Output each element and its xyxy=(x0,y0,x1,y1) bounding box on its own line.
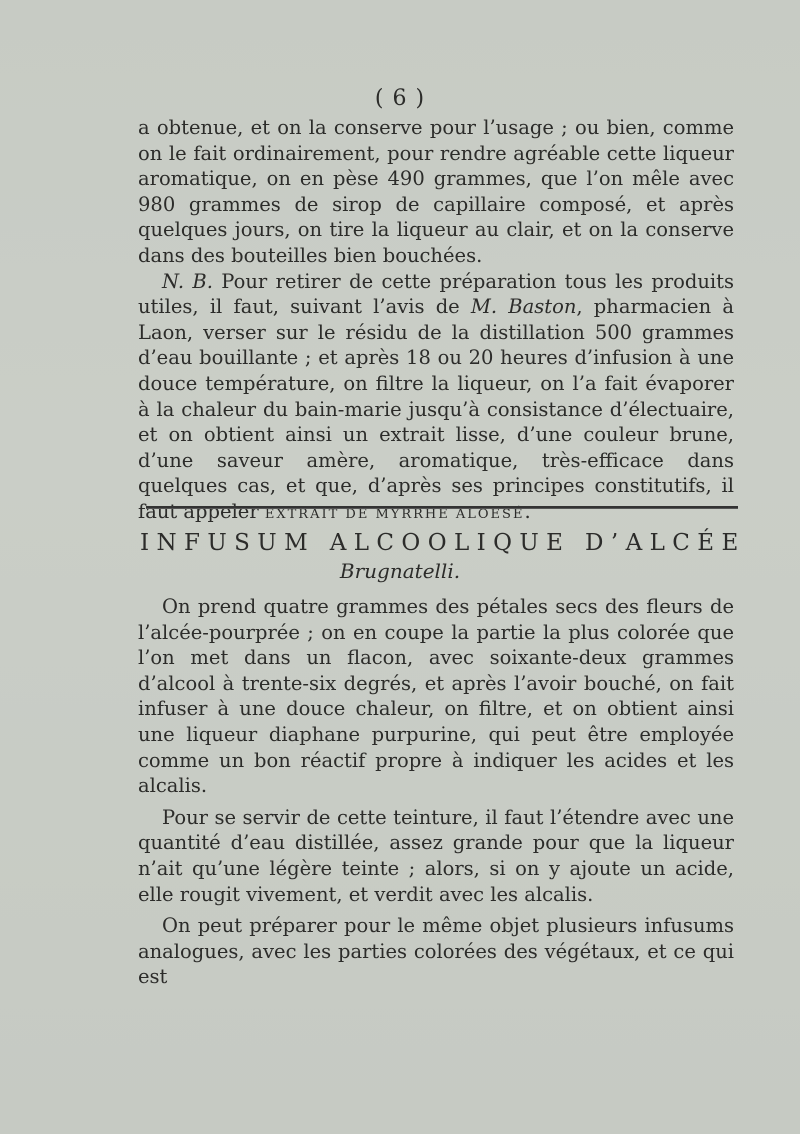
paragraph-conservation: a obtenue, et on la conserve pour l’usage ; ou bien, comme on le fait ordinairement, pour rendre agréable cette liqueur aromatique, on en pèse 490 grammes, que l’on mêle avec 980 grammes de sirop de capillaire composé, et après quelques jours, on tire la liqueur au clair, et on la conserve dans des bouteilles bien bouchées. xyxy=(138,116,734,267)
nota-bene-text-2: , pharmacien à Laon, verser sur le résidu de la distillation 500 grammes d’eau bouillante ; et après 18 ou 20 heures d’infusion à une douce température, on filtre la liqueur, on l’a fait évaporer à la chaleur du bain-marie jusqu’à consistance d’électuaire, et on obtient ainsi un extrait lisse, d’une couleur brune, d’une saveur amère, aromatique, très-efficace dans quelques cas, et que, d’après ses principes constitutifs, il faut appeler xyxy=(138,295,734,523)
paragraph-usage: Pour se servir de cette teinture, il faut l’étendre avec une quantité d’eau distillée, assez grande pour que la liqueur n’ait qu’une légère teinte ; alors, si on y ajoute un acide, elle rougit vivement, et verdit avec les alcalis. xyxy=(138,805,734,906)
section-author: Brugnatelli. xyxy=(339,559,461,583)
nota-bene-text-1: Pour retirer de cette préparation tous les produits utiles, il faut, suivant l’avis de xyxy=(138,269,734,319)
nota-bene-text-3: . xyxy=(524,499,531,523)
paragraph-preparation: On prend quatre grammes des pétales secs des fleurs de l’alcée-pourprée ; on en coupe la partie la plus colorée que l’on met dans un flacon, avec soixante-deux grammes d’alcool à trente-six degrés, et après l’avoir bouché, on fait infuser à une douce chaleur, on filtre, et on obtient ainsi une liqueur diaphane purpurine, qui peut être employée comme un bon réactif propre à indiquer les acides et les alcalis. xyxy=(138,595,734,798)
section-divider xyxy=(146,506,738,509)
paragraph-analogues: On peut préparer pour le même objet plusieurs infusums analogues, avec les parties colorées des végétaux, et ce qui est xyxy=(138,914,734,989)
page-number: ( 6 ) xyxy=(374,86,426,111)
section-title: INFUSUM ALCOOLIQUE D’ALCÉE xyxy=(140,530,746,556)
previous-recipe-text xyxy=(138,115,734,528)
nota-bene-label: N. B. xyxy=(162,269,213,293)
infusum-recipe-text xyxy=(138,594,734,990)
paragraph-nota-bene xyxy=(138,269,734,528)
extract-name: EXTRAIT DE MYRRHE ALOESÉ xyxy=(264,506,525,522)
person-name: M. Baston xyxy=(470,295,577,319)
